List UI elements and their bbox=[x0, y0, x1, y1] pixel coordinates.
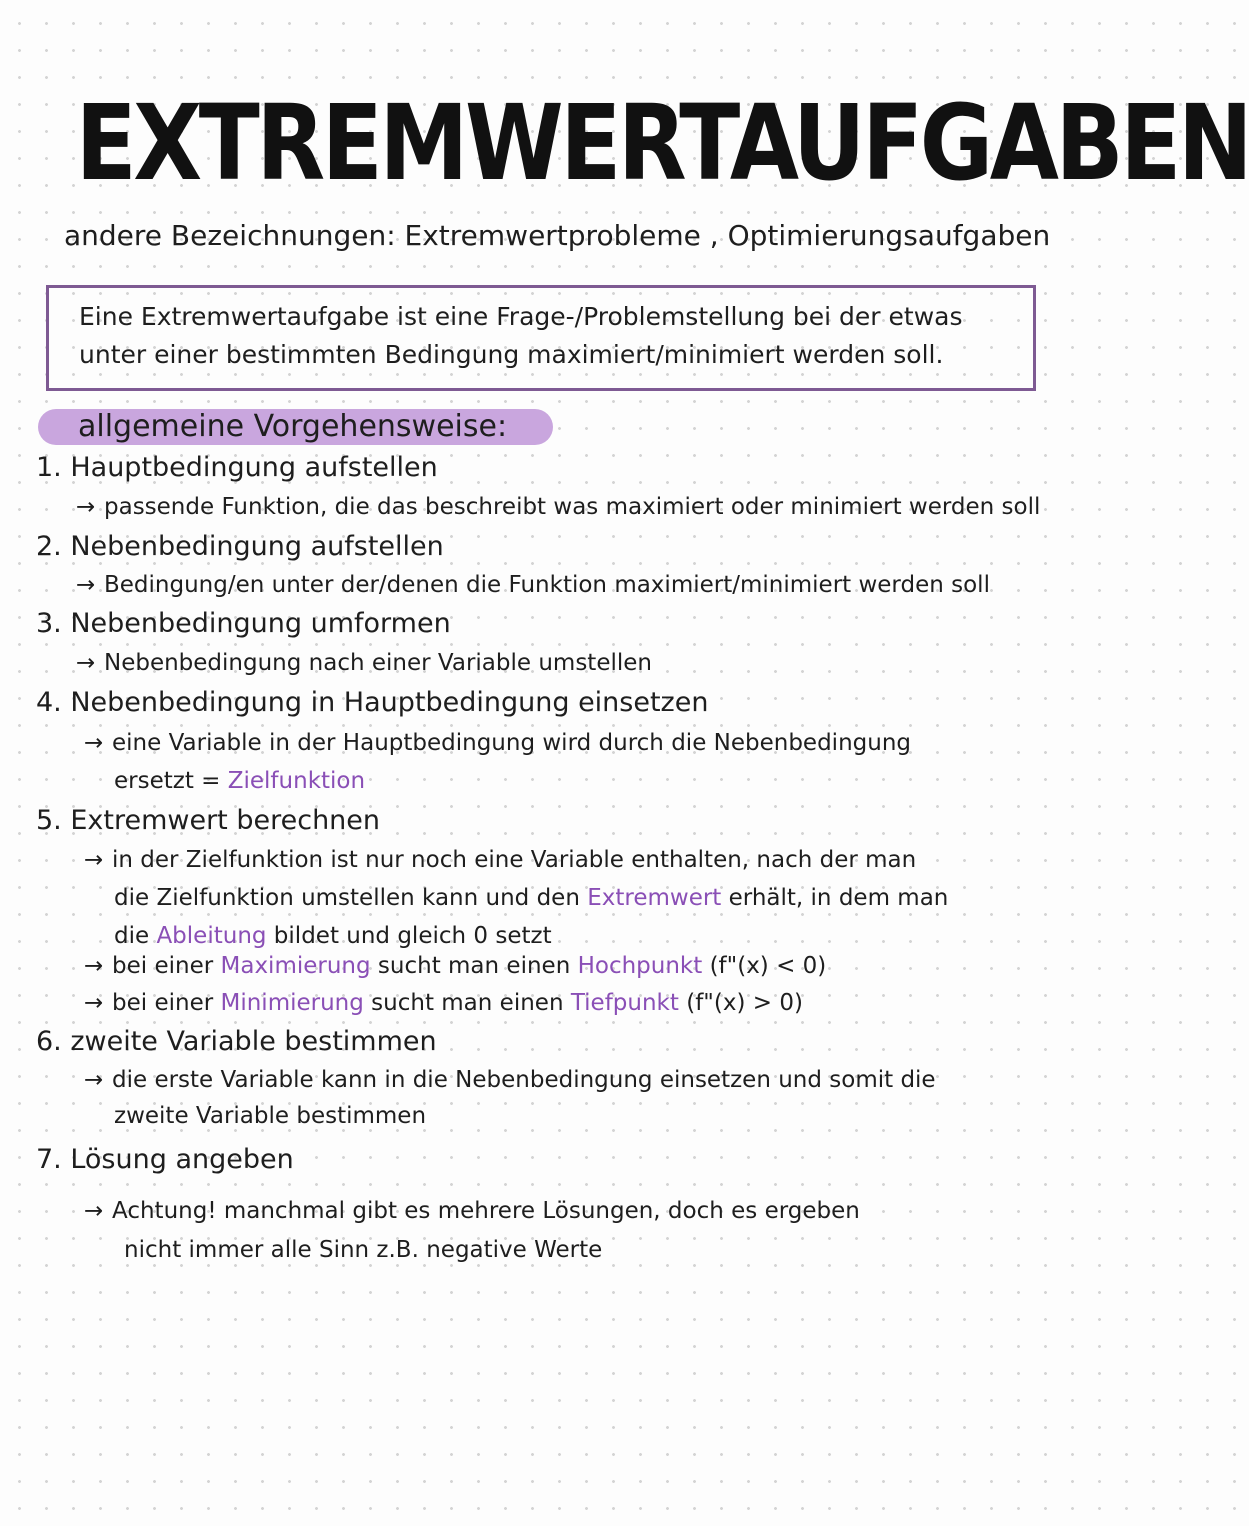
arrow-icon: → bbox=[84, 1067, 104, 1093]
highlight-ableitung: Ableitung bbox=[156, 923, 267, 949]
page-title: EXTREMWERTAUFGABEN bbox=[75, 82, 1249, 204]
highlight-minimierung: Minimierung bbox=[220, 990, 364, 1016]
arrow-icon: → bbox=[76, 494, 96, 520]
step-4-note-1: → eine Variable in der Hauptbedingung wird durch die Nebenbedingung bbox=[84, 724, 911, 762]
step-5-maximierung: → bei einer Maximierung sucht man einen Hochpunkt (f"(x) < 0) bbox=[84, 947, 826, 985]
definition-line-1: Eine Extremwertaufgabe ist eine Frage-/Problemstellung bei der etwas bbox=[79, 302, 963, 331]
step-2-title: 2. Nebenbedingung aufstellen bbox=[36, 531, 444, 562]
arrow-icon: → bbox=[76, 572, 96, 598]
step-5-note-2: die Zielfunktion umstellen kann und den Extremwert erhält, in dem man bbox=[114, 885, 949, 911]
step-3-title: 3. Nebenbedingung umformen bbox=[36, 608, 451, 639]
step-6-note-2: zweite Variable bestimmen bbox=[114, 1103, 427, 1129]
step-4-title: 4. Nebenbedingung in Hauptbedingung einsetzen bbox=[36, 687, 709, 718]
highlight-tiefpunkt: Tiefpunkt bbox=[570, 990, 679, 1016]
step-1-note: → passende Funktion, die das beschreibt was maximiert oder minimiert werden soll bbox=[76, 488, 1040, 526]
step-5-minimierung: → bei einer Minimierung sucht man einen Tiefpunkt (f"(x) > 0) bbox=[84, 984, 803, 1022]
definition-line-2: unter einer bestimmten Bedingung maximiert/minimiert werden soll. bbox=[79, 340, 944, 369]
highlight-maximierung: Maximierung bbox=[220, 953, 371, 979]
step-5-note-3: die Ableitung bildet und gleich 0 setzt bbox=[114, 923, 552, 949]
step-7-note-2: nicht immer alle Sinn z.B. negative Werte bbox=[124, 1237, 603, 1263]
arrow-icon: → bbox=[84, 730, 104, 756]
highlight-extremwert: Extremwert bbox=[587, 885, 722, 911]
step-4-note-2: ersetzt = Zielfunktion bbox=[114, 768, 366, 794]
subtitle: andere Bezeichnungen: Extremwertprobleme , Optimierungsaufgaben bbox=[64, 219, 1051, 252]
definition-box bbox=[46, 285, 1036, 391]
arrow-icon: → bbox=[84, 990, 104, 1016]
step-5-note-1: → in der Zielfunktion ist nur noch eine Variable enthalten, nach der man bbox=[84, 841, 916, 879]
arrow-icon: → bbox=[84, 1198, 104, 1224]
step-6-title: 6. zweite Variable bestimmen bbox=[36, 1026, 437, 1057]
step-7-note-1: → Achtung! manchmal gibt es mehrere Lösungen, doch es ergeben bbox=[84, 1192, 860, 1230]
step-1-title: 1. Hauptbedingung aufstellen bbox=[36, 452, 438, 483]
arrow-icon: → bbox=[76, 650, 96, 676]
arrow-icon: → bbox=[84, 847, 104, 873]
arrow-icon: → bbox=[84, 953, 104, 979]
highlight-hochpunkt: Hochpunkt bbox=[577, 953, 703, 979]
step-5-title: 5. Extremwert berechnen bbox=[36, 805, 381, 836]
step-6-note-1: → die erste Variable kann in die Nebenbedingung einsetzen und somit die bbox=[84, 1061, 936, 1099]
step-3-note: → Nebenbedingung nach einer Variable umstellen bbox=[76, 644, 652, 682]
step-7-title: 7. Lösung angeben bbox=[36, 1144, 294, 1175]
highlight-zielfunktion: Zielfunktion bbox=[227, 768, 366, 794]
section-heading: allgemeine Vorgehensweise: bbox=[38, 409, 553, 445]
step-2-note: → Bedingung/en unter der/denen die Funktion maximiert/minimiert werden soll bbox=[76, 566, 990, 604]
